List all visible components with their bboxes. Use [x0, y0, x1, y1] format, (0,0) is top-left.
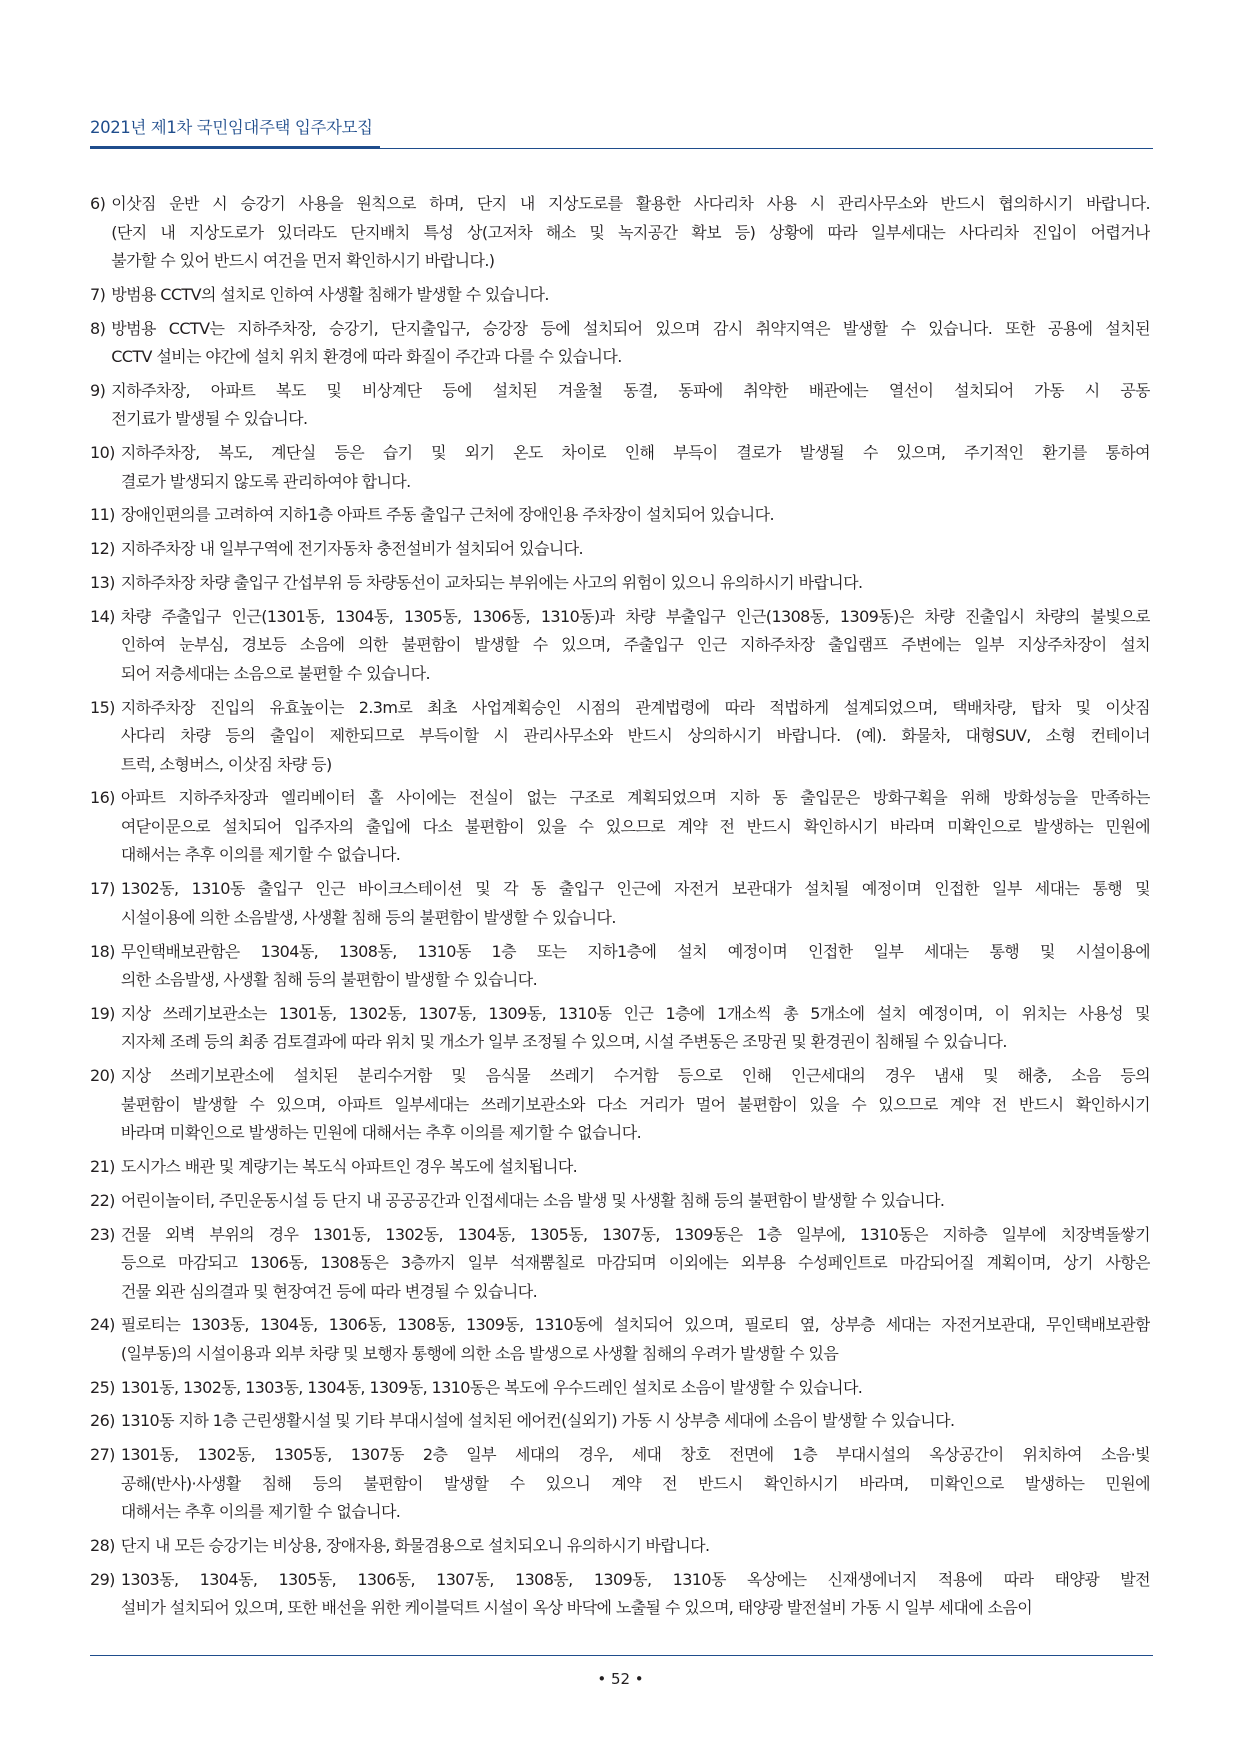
document-header-title: 2021년 제1차 국민임대주택 입주자모집	[90, 118, 373, 137]
notice-item-number: 21)	[90, 1156, 115, 1176]
notice-item-line: 지하주차장, 아파트 복도 및 비상계단 등에 설치된 겨울철 동결, 동파에 취약한 배관에는 열선이 설치되어 가동 시 공동	[111, 380, 1150, 400]
notice-item-line: 어린이놀이터, 주민운동시설 등 단지 내 공공공간과 인접세대는 소음 발생 및 사생활 침해 등의 불편함이 발생할 수 있습니다.	[120, 1190, 945, 1210]
notice-item-line: 1303동, 1304동, 1305동, 1306동, 1307동, 1308동, 1309동, 1310동 옥상에는 신재생에너지 적용에 따라 태양광 발전	[120, 1569, 1150, 1589]
notice-item-line: 1301동, 1302동, 1305동, 1307동 2층 일부 세대의 경우, 세대 창호 전면에 1층 부대시설의 옥상공간이 위치하여 소음·빛	[120, 1445, 1150, 1465]
notice-item-text	[111, 190, 1150, 276]
notice-item-number: 29)	[90, 1569, 115, 1589]
notice-item-text	[121, 1532, 1150, 1561]
notice-item	[90, 1532, 1150, 1561]
page-number: • 52 •	[597, 1670, 644, 1688]
notice-item-number: 12)	[90, 539, 115, 559]
notice-item-line: 아파트 지하주차장과 엘리베이터 홀 사이에는 전실이 없는 구조로 계획되었으며 지하 동 출입문은 방화구획을 위해 방화성능을 만족하는	[120, 788, 1150, 808]
notice-item	[90, 1221, 1150, 1307]
notice-item-line: 지상 쓰레기보관소는 1301동, 1302동, 1307동, 1309동, 1310동 인근 1층에 1개소씩 총 5개소에 설치 예정이며, 이 위치는 사용성 및	[120, 1003, 1150, 1023]
notice-item-line: 바라며 미확인으로 발생하는 민원에 대해서는 추후 이의를 제기할 수 없습니다.	[120, 1123, 642, 1143]
notice-item	[90, 315, 1150, 372]
notice-item-line: 1310동 지하 1층 근린생활시설 및 기타 부대시설에 설치된 에어컨(실외기) 가동 시 상부층 세대에 소음이 발생할 수 있습니다.	[120, 1411, 955, 1431]
footer-rule	[90, 1655, 1153, 1656]
notice-item-line: 전기료가 발생될 수 있습니다.	[111, 409, 308, 429]
notice-item-text	[121, 938, 1150, 995]
notice-item	[90, 1374, 1150, 1403]
notice-item-line: 사다리 차량 등의 출입이 제한되므로 부득이할 시 관리사무소와 반드시 상의하시기 바랍니다. (예). 화물차, 대형SUV, 소형 컨테이너	[120, 726, 1150, 746]
notice-item-text	[121, 1374, 1150, 1403]
notice-item-line: 무인택배보관함은 1304동, 1308동, 1310동 1층 또는 지하1층에 설치 예정이며 인접한 일부 세대는 통행 및 시설이용에	[120, 941, 1150, 961]
notice-item	[90, 875, 1150, 932]
notice-item-line: 여닫이문으로 설치되어 입주자의 출입에 다소 불편함이 있을 수 있으므로 계약 전 반드시 확인하시기 바라며 미확인으로 발생하는 민원에	[120, 816, 1150, 836]
notice-item-number: 17)	[90, 879, 115, 899]
notice-item-line: 결로가 발생되지 않도록 관리하여야 합니다.	[120, 471, 411, 491]
notice-item-number: 22)	[90, 1190, 115, 1210]
notice-item-line: 대해서는 추후 이의를 제기할 수 없습니다.	[120, 845, 401, 865]
notice-item-text	[121, 784, 1150, 870]
notice-item-number: 19)	[90, 1003, 115, 1023]
notice-item-number: 10)	[90, 443, 115, 463]
notice-item	[90, 1441, 1150, 1527]
notice-item-text	[121, 1407, 1150, 1436]
notice-item-line: 도시가스 배관 및 계량기는 복도식 아파트인 경우 복도에 설치됩니다.	[120, 1156, 578, 1176]
notice-item-number: 14)	[90, 606, 115, 626]
notice-item-line: 건물 외관 심의결과 및 현장여건 등에 따라 변경될 수 있습니다.	[120, 1281, 538, 1301]
notice-item-number: 28)	[90, 1536, 115, 1556]
header-rule-thick	[90, 146, 380, 149]
notice-item-text	[121, 1221, 1150, 1307]
notice-item-line: 지하주차장 진입의 유효높이는 2.3m로 최초 사업계획승인 시점의 관계법령에 따라 적법하게 설계되었으며, 택배차량, 탑차 및 이삿짐	[120, 697, 1150, 717]
notice-item	[90, 1311, 1150, 1368]
notice-item-line: 차량 주출입구 인근(1301동, 1304동, 1305동, 1306동, 1310동)과 차량 부출입구 인근(1308동, 1309동)은 차량 진출입시 차량의 불빛으로	[120, 606, 1150, 626]
notice-item-text	[121, 1311, 1150, 1368]
notice-item-number: 16)	[90, 788, 115, 808]
notice-item-line: 건물 외벽 부위의 경우 1301동, 1302동, 1304동, 1305동, 1307동, 1309동은 1층 일부에, 1310동은 지하층 일부에 치장벽돌쌓기	[120, 1224, 1150, 1244]
notice-item	[90, 281, 1150, 310]
notice-item-line: 지하주차장, 복도, 계단실 등은 습기 및 외기 온도 차이로 인해 부득이 결로가 발생될 수 있으며, 주기적인 환기를 통하여	[120, 443, 1150, 463]
notice-item-line: 공해(반사)·사생활 침해 등의 불편함이 발생할 수 있으니 계약 전 반드시 확인하시기 바라며, 미확인으로 발생하는 민원에	[120, 1473, 1150, 1493]
notice-item-line: 트럭, 소형버스, 이삿짐 차량 등)	[120, 754, 332, 774]
notice-item-line: 지하주차장 차량 출입구 간섭부위 등 차량동선이 교차되는 부위에는 사고의 위험이 있으니 유의하시기 바랍니다.	[120, 573, 863, 593]
notice-item-text	[121, 603, 1150, 689]
notice-item	[90, 190, 1150, 276]
notice-item-number: 13)	[90, 573, 115, 593]
notice-item-line: (일부동)의 시설이용과 외부 차량 및 보행자 통행에 의한 소음 발생으로 사생활 침해의 우려가 발생할 수 있음	[120, 1343, 839, 1363]
notice-item-line: (단지 내 지상도로가 있더라도 단지배치 특성 상(고저차 해소 및 녹지공간 확보 등) 상황에 따라 일부세대는 사다리차 진입이 어렵거나	[111, 222, 1150, 242]
notice-item-text	[121, 1187, 1150, 1216]
notice-item	[90, 501, 1150, 530]
notice-item-line: CCTV 설비는 야간에 설치 위치 환경에 따라 화질이 주간과 다를 수 있습니다.	[111, 347, 622, 367]
notice-item	[90, 784, 1150, 870]
notice-item-text	[111, 377, 1150, 434]
notice-item-line: 불가할 수 있어 반드시 여건을 먼저 확인하시기 바랍니다.)	[111, 251, 495, 270]
notice-item	[90, 938, 1150, 995]
notice-item	[90, 377, 1150, 434]
notice-item-text	[121, 875, 1150, 932]
notice-item-line: 필로티는 1303동, 1304동, 1306동, 1308동, 1309동, 1310동에 설치되어 있으며, 필로티 옆, 상부층 세대는 자전거보관대, 무인택배보관함	[120, 1315, 1150, 1335]
notice-item-line: 등으로 마감되고 1306동, 1308동은 3층까지 일부 석재뿜칠로 마감되며 이외에는 외부용 수성페인트로 마감되어질 계획이며, 상기 사항은	[120, 1253, 1150, 1273]
notice-item-text	[121, 439, 1150, 496]
notice-item-line: 인하여 눈부심, 경보등 소음에 의한 불편함이 발생할 수 있으며, 주출입구 인근 지하주차장 출입램프 주변에는 일부 지상주차장이 설치	[120, 635, 1150, 655]
notice-item-number: 11)	[90, 505, 115, 525]
notice-item	[90, 1062, 1150, 1148]
notice-item-text	[121, 1153, 1150, 1182]
notice-item-text	[121, 1441, 1150, 1527]
notice-item-number: 6)	[90, 194, 106, 213]
header-rule-thin	[380, 148, 1153, 149]
notice-item-line: 단지 내 모든 승강기는 비상용, 장애자용, 화물겸용으로 설치되오니 유의하시기 바랍니다.	[120, 1536, 710, 1556]
notice-item-line: 장애인편의를 고려하여 지하1층 아파트 주동 출입구 근처에 장애인용 주차장이 설치되어 있습니다.	[120, 505, 774, 525]
notice-item-line: 이삿짐 운반 시 승강기 사용을 원칙으로 하며, 단지 내 지상도로를 활용한 사다리차 사용 시 관리사무소와 반드시 협의하시기 바랍니다.	[111, 194, 1150, 213]
notice-item-number: 9)	[90, 380, 106, 400]
notice-item-line: 설비가 설치되어 있으며, 또한 배선을 위한 케이블덕트 시설이 옥상 바닥에 노출될 수 있으며, 태양광 발전설비 가동 시 일부 세대에 소음이	[120, 1598, 1033, 1618]
notice-item-number: 7)	[90, 284, 106, 304]
notice-item-line: 불편함이 발생할 수 있으며, 아파트 일부세대는 쓰레기보관소와 다소 거리가 멀어 불편함이 있을 수 있으므로 계약 전 반드시 확인하시기	[120, 1094, 1150, 1114]
notice-item-number: 26)	[90, 1411, 115, 1431]
notice-item-text	[121, 501, 1150, 530]
notice-item	[90, 439, 1150, 496]
notice-item-line: 방범용 CCTV는 지하주차장, 승강기, 단지출입구, 승강장 등에 설치되어 있으며 감시 취약지역은 발생할 수 있습니다. 또한 공용에 설치된	[111, 318, 1150, 338]
notice-item-number: 27)	[90, 1445, 115, 1465]
notice-item-line: 지자체 조례 등의 최종 검토결과에 따라 위치 및 개소가 일부 조정될 수 있으며, 시설 주변동은 조망권 및 환경권이 침해될 수 있습니다.	[120, 1032, 1007, 1052]
notice-item-text	[121, 1566, 1150, 1623]
notice-item	[90, 1187, 1150, 1216]
notice-item-number: 25)	[90, 1377, 115, 1397]
notice-item-line: 의한 소음발생, 사생활 침해 등의 불편함이 발생할 수 있습니다.	[120, 970, 538, 990]
notice-item-number: 15)	[90, 697, 115, 717]
notice-item-number: 18)	[90, 941, 115, 961]
notice-item-text	[121, 694, 1150, 780]
notice-item-number: 23)	[90, 1224, 115, 1244]
notice-list	[90, 190, 1150, 1628]
notice-item-text	[121, 1000, 1150, 1057]
notice-item-number: 24)	[90, 1315, 115, 1335]
notice-item-text	[121, 569, 1150, 598]
notice-item-line: 대해서는 추후 이의를 제기할 수 없습니다.	[120, 1502, 401, 1522]
notice-item	[90, 1407, 1150, 1436]
notice-item	[90, 603, 1150, 689]
notice-item-text	[121, 535, 1150, 564]
notice-item-line: 방범용 CCTV의 설치로 인하여 사생활 침해가 발생할 수 있습니다.	[111, 284, 549, 304]
notice-item	[90, 535, 1150, 564]
notice-item	[90, 1153, 1150, 1182]
notice-item-line: 1301동, 1302동, 1303동, 1304동, 1309동, 1310동은 복도에 우수드레인 설치로 소음이 발생할 수 있습니다.	[120, 1377, 863, 1397]
notice-item-line: 지하주차장 내 일부구역에 전기자동차 충전설비가 설치되어 있습니다.	[120, 539, 584, 559]
notice-item	[90, 569, 1150, 598]
notice-item	[90, 694, 1150, 780]
notice-item-line: 지상 쓰레기보관소에 설치된 분리수거함 및 음식물 쓰레기 수거함 등으로 인해 인근세대의 경우 냄새 및 해충, 소음 등의	[120, 1066, 1150, 1086]
notice-item	[90, 1566, 1150, 1623]
notice-item-line: 1302동, 1310동 출입구 인근 바이크스테이션 및 각 동 출입구 인근에 자전거 보관대가 설치될 예정이며 인접한 일부 세대는 통행 및	[120, 879, 1150, 899]
notice-item-line: 되어 저층세대는 소음으로 불편할 수 있습니다.	[120, 663, 430, 683]
notice-item-number: 8)	[90, 318, 106, 338]
notice-item-text	[121, 1062, 1150, 1148]
notice-item-text	[111, 315, 1150, 372]
notice-item-text	[111, 281, 1150, 310]
notice-item-number: 20)	[90, 1066, 115, 1086]
notice-item	[90, 1000, 1150, 1057]
notice-item-line: 시설이용에 의한 소음발생, 사생활 침해 등의 불편함이 발생할 수 있습니다.	[120, 907, 616, 927]
